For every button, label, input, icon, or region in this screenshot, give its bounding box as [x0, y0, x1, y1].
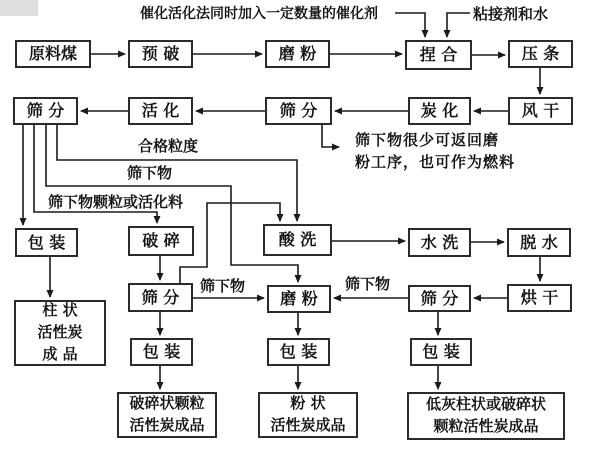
product-columnar-line1: 柱 状	[42, 301, 78, 320]
label-undersize-right: 筛下物	[345, 275, 391, 293]
node-packing-3: 包 装	[267, 338, 330, 366]
product-low-ash-line2: 颗粒活性炭成品	[433, 417, 539, 435]
node-product-powder	[258, 392, 358, 438]
node-milling-top: 磨 粉	[265, 40, 330, 68]
product-powder-line1: 粉 状	[290, 394, 326, 413]
product-powder-line2: 活性炭成品	[270, 416, 346, 434]
node-sieving-lower: 筛 分	[128, 283, 193, 312]
product-columnar-line3: 成 品	[42, 344, 78, 363]
node-carbonization: 炭 化	[408, 97, 471, 125]
node-product-low-ash	[407, 392, 565, 440]
product-crushed-line2: 活性炭成品	[129, 416, 205, 434]
product-columnar-line2: 活性炭	[37, 323, 83, 342]
product-low-ash-line1: 低灰柱状或破碎状	[425, 395, 546, 414]
node-oven-drying: 烘 干	[507, 284, 572, 312]
label-qualified-size: 合格粒度	[138, 137, 199, 155]
edge-sievemid-return-note	[322, 125, 339, 147]
binder-note: 粘接剂和水	[473, 5, 549, 23]
edge-binder-note-kneading	[447, 13, 470, 37]
node-sieving-left: 筛 分	[13, 97, 78, 125]
sieve-return-note-line2: 粉工序，也可作为燃料	[355, 153, 516, 171]
label-undersize-main: 筛下物	[127, 164, 173, 182]
node-product-columnar	[14, 300, 106, 366]
node-acid-wash: 酸 洗	[263, 224, 332, 256]
node-packing-4: 包 装	[410, 338, 472, 366]
node-pre-crush: 预 破	[128, 40, 193, 68]
node-activation: 活 化	[128, 97, 193, 125]
label-undersize-lower: 筛下物	[200, 277, 246, 295]
node-packing-2: 包 装	[130, 338, 193, 366]
node-packing-1: 包 装	[15, 228, 78, 257]
edge-catalyst-note-kneading	[395, 13, 425, 37]
node-milling-lower: 磨 粉	[267, 285, 331, 313]
node-sieving-right: 筛 分	[408, 285, 471, 312]
node-press-strip: 压 条	[508, 40, 573, 68]
catalyst-note: 催化活化法同时加入一定数量的催化剂	[140, 6, 378, 22]
node-crushing: 破 碎	[128, 226, 194, 256]
product-crushed-line1: 破碎状颗粒	[129, 394, 205, 413]
node-sieving-mid: 筛 分	[265, 97, 332, 125]
label-undersize-granules: 筛下物颗粒或活化料	[48, 193, 184, 211]
node-product-crushed	[117, 392, 217, 438]
node-kneading: 捏 合	[405, 40, 472, 70]
node-raw-coal: 原料煤	[15, 40, 91, 68]
sieve-return-note-line1: 筛下物很少可返回磨	[355, 131, 500, 149]
node-dewatering: 脱 水	[507, 228, 571, 257]
node-water-wash: 水 洗	[408, 228, 471, 257]
node-air-drying: 风 干	[508, 97, 573, 125]
